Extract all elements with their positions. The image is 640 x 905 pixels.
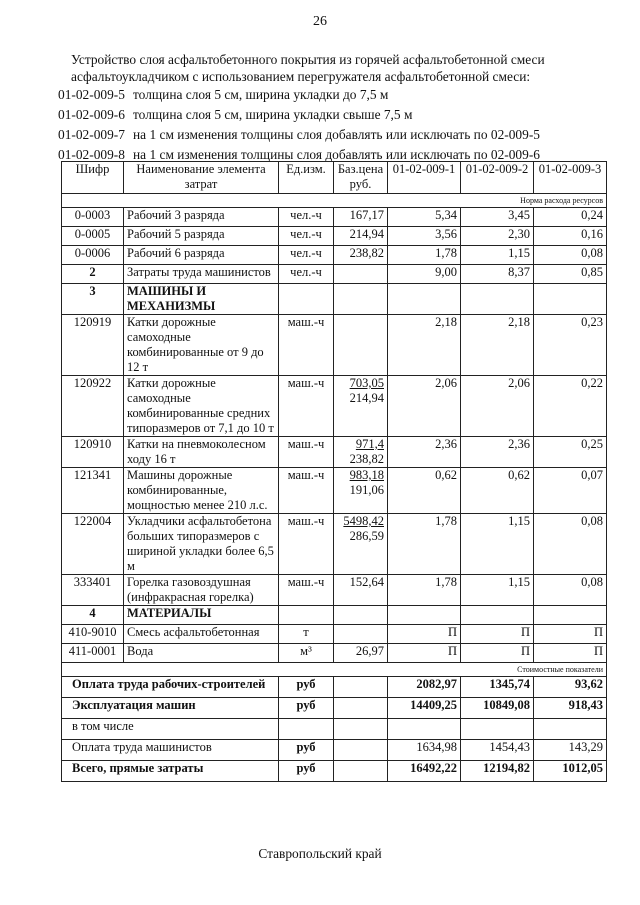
cell-price <box>334 468 388 514</box>
cell-value-2: 1,15 <box>461 575 534 606</box>
summary-value-3: 918,43 <box>534 698 607 719</box>
price-value: 5498,42 <box>343 514 384 528</box>
header-cell: Шифр <box>62 162 124 194</box>
cell-value-3: 0,85 <box>534 265 607 284</box>
cell-unit: т <box>279 625 334 644</box>
header-cell: 01-02-009-2 <box>461 162 534 194</box>
summary-value-2: 1454,43 <box>461 740 534 761</box>
cell-value-3 <box>534 284 607 315</box>
table-row <box>62 437 607 468</box>
table-header-row <box>62 162 607 194</box>
cell-price <box>334 625 388 644</box>
price-value: 703,05 <box>349 376 384 390</box>
cell-value-1: П <box>388 644 461 663</box>
price-value: 214,94 <box>349 227 384 241</box>
cell-price <box>334 246 388 265</box>
summary-unit: руб <box>279 740 334 761</box>
cell-value-1: 2,06 <box>388 376 461 437</box>
table-row <box>62 265 607 284</box>
cell-price <box>334 437 388 468</box>
cell-value-1: 2,36 <box>388 437 461 468</box>
summary-value-1: 14409,25 <box>388 698 461 719</box>
summary-value-2: 12194,82 <box>461 761 534 782</box>
table-row <box>62 644 607 663</box>
cell-price <box>334 606 388 625</box>
code-description: на 1 см изменения толщины слоя добавлять или исключать по 02-009-6 <box>133 147 540 162</box>
summary-value-1: 16492,22 <box>388 761 461 782</box>
summary-value-2: 10849,08 <box>461 698 534 719</box>
cell-name: МАТЕРИАЛЫ <box>124 606 279 625</box>
cell-price <box>334 227 388 246</box>
cell-value-1 <box>388 606 461 625</box>
cell-code: 4 <box>62 606 124 625</box>
cell-value-3: 0,23 <box>534 315 607 376</box>
summary-row <box>62 719 607 740</box>
cell-value-1: 1,78 <box>388 246 461 265</box>
cell-code: 120919 <box>62 315 124 376</box>
summary-unit: руб <box>279 761 334 782</box>
cell-code: 411-0001 <box>62 644 124 663</box>
code-list-item <box>58 85 628 105</box>
cell-price <box>334 376 388 437</box>
cell-value-2 <box>461 284 534 315</box>
cell-name: Машины дорожные комбинированные, мощностью менее 210 л.с. <box>124 468 279 514</box>
summary-value-2: 1345,74 <box>461 677 534 698</box>
summary-name: Оплата труда рабочих-строителей <box>62 677 279 698</box>
table-row <box>62 468 607 514</box>
cell-unit: м³ <box>279 644 334 663</box>
cell-value-2: 0,62 <box>461 468 534 514</box>
cell-value-3: 0,07 <box>534 468 607 514</box>
summary-value-3 <box>534 719 607 740</box>
cell-code: 122004 <box>62 514 124 575</box>
code: 01-02-009-7 <box>58 127 125 142</box>
cell-value-1 <box>388 284 461 315</box>
summary-name: Всего, прямые затраты <box>62 761 279 782</box>
cell-value-2: П <box>461 625 534 644</box>
summary-value-1 <box>388 719 461 740</box>
cost-band-row <box>62 663 607 677</box>
summary-value-2 <box>461 719 534 740</box>
cell-unit: маш.-ч <box>279 437 334 468</box>
cell-value-3: 0,16 <box>534 227 607 246</box>
cell-value-2: 2,06 <box>461 376 534 437</box>
cell-name: Рабочий 3 разряда <box>124 208 279 227</box>
summary-empty <box>334 719 388 740</box>
price-value: 152,64 <box>349 575 384 589</box>
cell-value-3: 0,24 <box>534 208 607 227</box>
cell-value-2: 3,45 <box>461 208 534 227</box>
cell-name: Катки дорожные самоходные комбинированные от 9 до 12 т <box>124 315 279 376</box>
cell-value-2 <box>461 606 534 625</box>
cell-value-3: 0,08 <box>534 246 607 265</box>
cell-code: 0-0006 <box>62 246 124 265</box>
cell-value-2: 2,30 <box>461 227 534 246</box>
summary-row <box>62 677 607 698</box>
table-row <box>62 284 607 315</box>
cell-value-1: 1,78 <box>388 514 461 575</box>
code: 01-02-009-8 <box>58 147 125 162</box>
table-body <box>62 208 607 663</box>
summary-value-3: 93,62 <box>534 677 607 698</box>
summary-row <box>62 761 607 782</box>
cell-unit: маш.-ч <box>279 468 334 514</box>
summary-unit <box>279 719 334 740</box>
cell-value-1: П <box>388 625 461 644</box>
cell-code: 120910 <box>62 437 124 468</box>
cell-unit: маш.-ч <box>279 376 334 437</box>
header-cell: 01-02-009-3 <box>534 162 607 194</box>
table-row <box>62 625 607 644</box>
cell-name: Катки на пневмоколесном ходу 16 т <box>124 437 279 468</box>
cell-value-3 <box>534 606 607 625</box>
cell-value-3: П <box>534 644 607 663</box>
summary-value-1: 2082,97 <box>388 677 461 698</box>
cell-code: 410-9010 <box>62 625 124 644</box>
cell-name: Укладчики асфальтобетона больших типоразмеров с шириной укладки более 6,5 м <box>124 514 279 575</box>
cell-unit <box>279 284 334 315</box>
norm-band-row <box>62 194 607 208</box>
price-value-secondary: 238,82 <box>349 452 384 466</box>
summary-value-1: 1634,98 <box>388 740 461 761</box>
table-row <box>62 208 607 227</box>
cell-value-2: 1,15 <box>461 246 534 265</box>
summary-name: Оплата труда машинистов <box>62 740 279 761</box>
cell-value-1: 9,00 <box>388 265 461 284</box>
cell-unit: чел.-ч <box>279 246 334 265</box>
cost-label: Стоимостные показатели <box>62 663 607 677</box>
summary-name: в том числе <box>62 719 279 740</box>
cost-table <box>61 161 607 782</box>
code-description: на 1 см изменения толщины слоя добавлять или исключать по 02-009-5 <box>133 127 540 142</box>
cell-value-2: 1,15 <box>461 514 534 575</box>
summary-value-3: 1012,05 <box>534 761 607 782</box>
cell-value-1: 3,56 <box>388 227 461 246</box>
cell-name: Катки дорожные самоходные комбинированные средних типоразмеров от 7,1 до 10 т <box>124 376 279 437</box>
table-row <box>62 514 607 575</box>
price-value: 983,18 <box>349 468 384 482</box>
cell-value-1: 0,62 <box>388 468 461 514</box>
intro-text: Устройство слоя асфальтобетонного покрытия из горячей асфальтобетонной смеси асфальтоукладчиком с использованием перегружателя асфальтобетонной смеси: <box>71 52 545 84</box>
code-description: толщина слоя 5 см, ширина укладки свыше 7,5 м <box>133 107 413 122</box>
table-row <box>62 227 607 246</box>
table-row <box>62 575 607 606</box>
cell-price <box>334 315 388 376</box>
cell-code: 0-0005 <box>62 227 124 246</box>
table-row <box>62 315 607 376</box>
price-value-secondary: 214,94 <box>349 391 384 405</box>
cell-name: Рабочий 5 разряда <box>124 227 279 246</box>
summary-value-3: 143,29 <box>534 740 607 761</box>
price-value-secondary: 286,59 <box>349 529 384 543</box>
price-value: 26,97 <box>355 644 384 658</box>
summary-body <box>62 677 607 782</box>
summary-unit: руб <box>279 677 334 698</box>
price-value: 167,17 <box>349 208 384 222</box>
cell-value-2: 8,37 <box>461 265 534 284</box>
code: 01-02-009-5 <box>58 87 125 102</box>
cell-unit: маш.-ч <box>279 315 334 376</box>
cell-name: Затраты труда машинистов <box>124 265 279 284</box>
cell-name: Вода <box>124 644 279 663</box>
code: 01-02-009-6 <box>58 107 125 122</box>
table-row <box>62 246 607 265</box>
norm-label: Норма расхода ресурсов <box>62 194 607 208</box>
cell-value-1: 5,34 <box>388 208 461 227</box>
cell-code: 3 <box>62 284 124 315</box>
table-row <box>62 376 607 437</box>
cell-name: Горелка газовоздушная (инфракрасная горелка) <box>124 575 279 606</box>
cell-value-2: П <box>461 644 534 663</box>
cell-code: 120922 <box>62 376 124 437</box>
table-row <box>62 606 607 625</box>
cell-value-3: 0,08 <box>534 514 607 575</box>
summary-unit: руб <box>279 698 334 719</box>
cell-value-3: П <box>534 625 607 644</box>
header-cell: 01-02-009-1 <box>388 162 461 194</box>
cell-unit: чел.-ч <box>279 208 334 227</box>
cell-unit: маш.-ч <box>279 575 334 606</box>
summary-empty <box>334 677 388 698</box>
summary-name: Эксплуатация машин <box>62 698 279 719</box>
cell-code: 2 <box>62 265 124 284</box>
header-cell: Ед.изм. <box>279 162 334 194</box>
cell-value-3: 0,25 <box>534 437 607 468</box>
cell-name: Смесь асфальтобетонная <box>124 625 279 644</box>
cell-name: Рабочий 6 разряда <box>124 246 279 265</box>
header-cell: Наименование элемента затрат <box>124 162 279 194</box>
price-value: 238,82 <box>349 246 384 260</box>
cell-value-3: 0,08 <box>534 575 607 606</box>
code-list <box>58 85 628 165</box>
summary-row <box>62 698 607 719</box>
cell-price <box>334 265 388 284</box>
cell-unit: чел.-ч <box>279 265 334 284</box>
page-number: 26 <box>313 14 327 29</box>
cell-price <box>334 644 388 663</box>
cell-price <box>334 284 388 315</box>
cell-value-1: 2,18 <box>388 315 461 376</box>
price-value-secondary: 191,06 <box>349 483 384 497</box>
footer-region: Ставропольский край <box>258 846 382 861</box>
cell-value-1: 1,78 <box>388 575 461 606</box>
summary-empty <box>334 698 388 719</box>
cell-code: 333401 <box>62 575 124 606</box>
summary-empty <box>334 740 388 761</box>
header-cell: Баз.цена руб. <box>334 162 388 194</box>
summary-empty <box>334 761 388 782</box>
cell-unit: маш.-ч <box>279 514 334 575</box>
cell-value-3: 0,22 <box>534 376 607 437</box>
cell-code: 121341 <box>62 468 124 514</box>
price-value: 971,4 <box>355 437 384 451</box>
cell-name: МАШИНЫ И МЕХАНИЗМЫ <box>124 284 279 315</box>
cell-unit <box>279 606 334 625</box>
cell-price <box>334 575 388 606</box>
cell-price <box>334 514 388 575</box>
code-list-item <box>58 125 628 145</box>
cell-unit: чел.-ч <box>279 227 334 246</box>
code-list-item <box>58 105 628 125</box>
code-description: толщина слоя 5 см, ширина укладки до 7,5 м <box>133 87 389 102</box>
cell-value-2: 2,18 <box>461 315 534 376</box>
summary-row <box>62 740 607 761</box>
cell-code: 0-0003 <box>62 208 124 227</box>
cell-price <box>334 208 388 227</box>
cell-value-2: 2,36 <box>461 437 534 468</box>
